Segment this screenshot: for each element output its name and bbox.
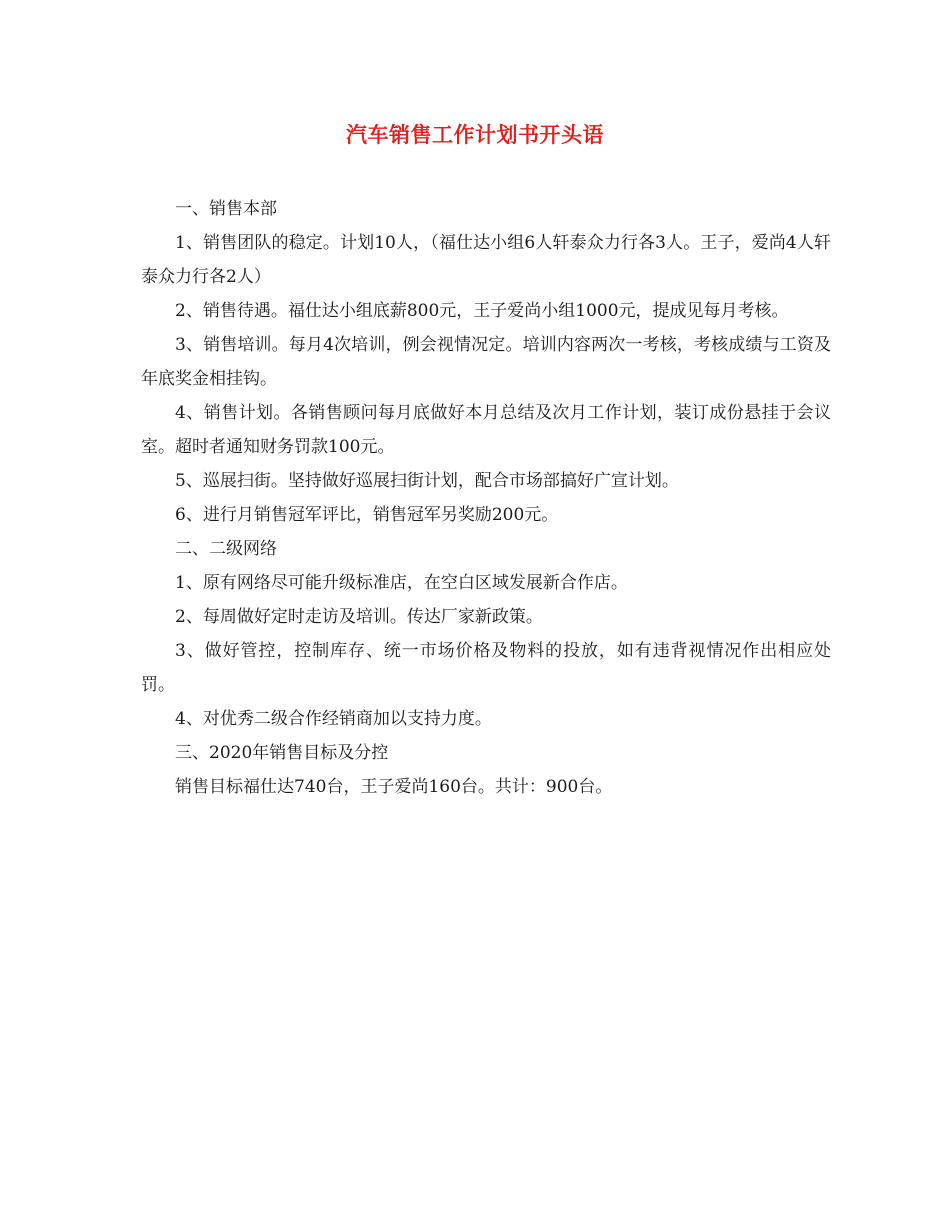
paragraph-team-stability: 1、销售团队的稳定。计划10人，（福仕达小组6人轩泰众力行各3人。王子，爱尚4人轩泰众力行各2人） [141,233,831,287]
paragraph-sales-training: 3、销售培训。每月4次培训，例会视情况定。培训内容两次一考核，考核成绩与工资及年底奖金相挂钩。 [141,335,831,389]
paragraph-sales-plan: 4、销售计划。各销售顾问每月底做好本月总结及次月工作计划，装订成份悬挂于会议室。超时者通知财务罚款100元。 [141,403,831,457]
section-heading-sales-dept: 一、销售本部 [175,199,277,219]
paragraph-sales-target: 销售目标福仕达740台，王子爱尚160台。共计：900台。 [175,777,613,797]
paragraph-sales-champion: 6、进行月销售冠军评比，销售冠军另奖励200元。 [175,505,559,525]
paragraph-sales-compensation: 2、销售待遇。福仕达小组底薪800元，王子爱尚小组1000元，提成见每月考核。 [175,301,789,321]
paragraph-network-upgrade: 1、原有网络尽可能升级标准店，在空白区域发展新合作店。 [175,573,628,593]
section-heading-secondary-network: 二、二级网络 [175,539,277,559]
document-body [141,192,831,804]
paragraph-dealer-support: 4、对优秀二级合作经销商加以支持力度。 [175,709,492,729]
paragraph-control: 3、做好管控，控制库存、统一市场价格及物料的投放，如有违背视情况作出相应处罚。 [141,641,831,695]
section-heading-sales-target: 三、2020年销售目标及分控 [175,743,389,763]
paragraph-street-promotion: 5、巡展扫街。坚持做好巡展扫街计划，配合市场部搞好广宣计划。 [175,471,679,491]
paragraph-weekly-visits: 2、每周做好定时走访及培训。传达厂家新政策。 [175,607,543,627]
document-title: 汽车销售工作计划书开头语 [346,122,604,147]
